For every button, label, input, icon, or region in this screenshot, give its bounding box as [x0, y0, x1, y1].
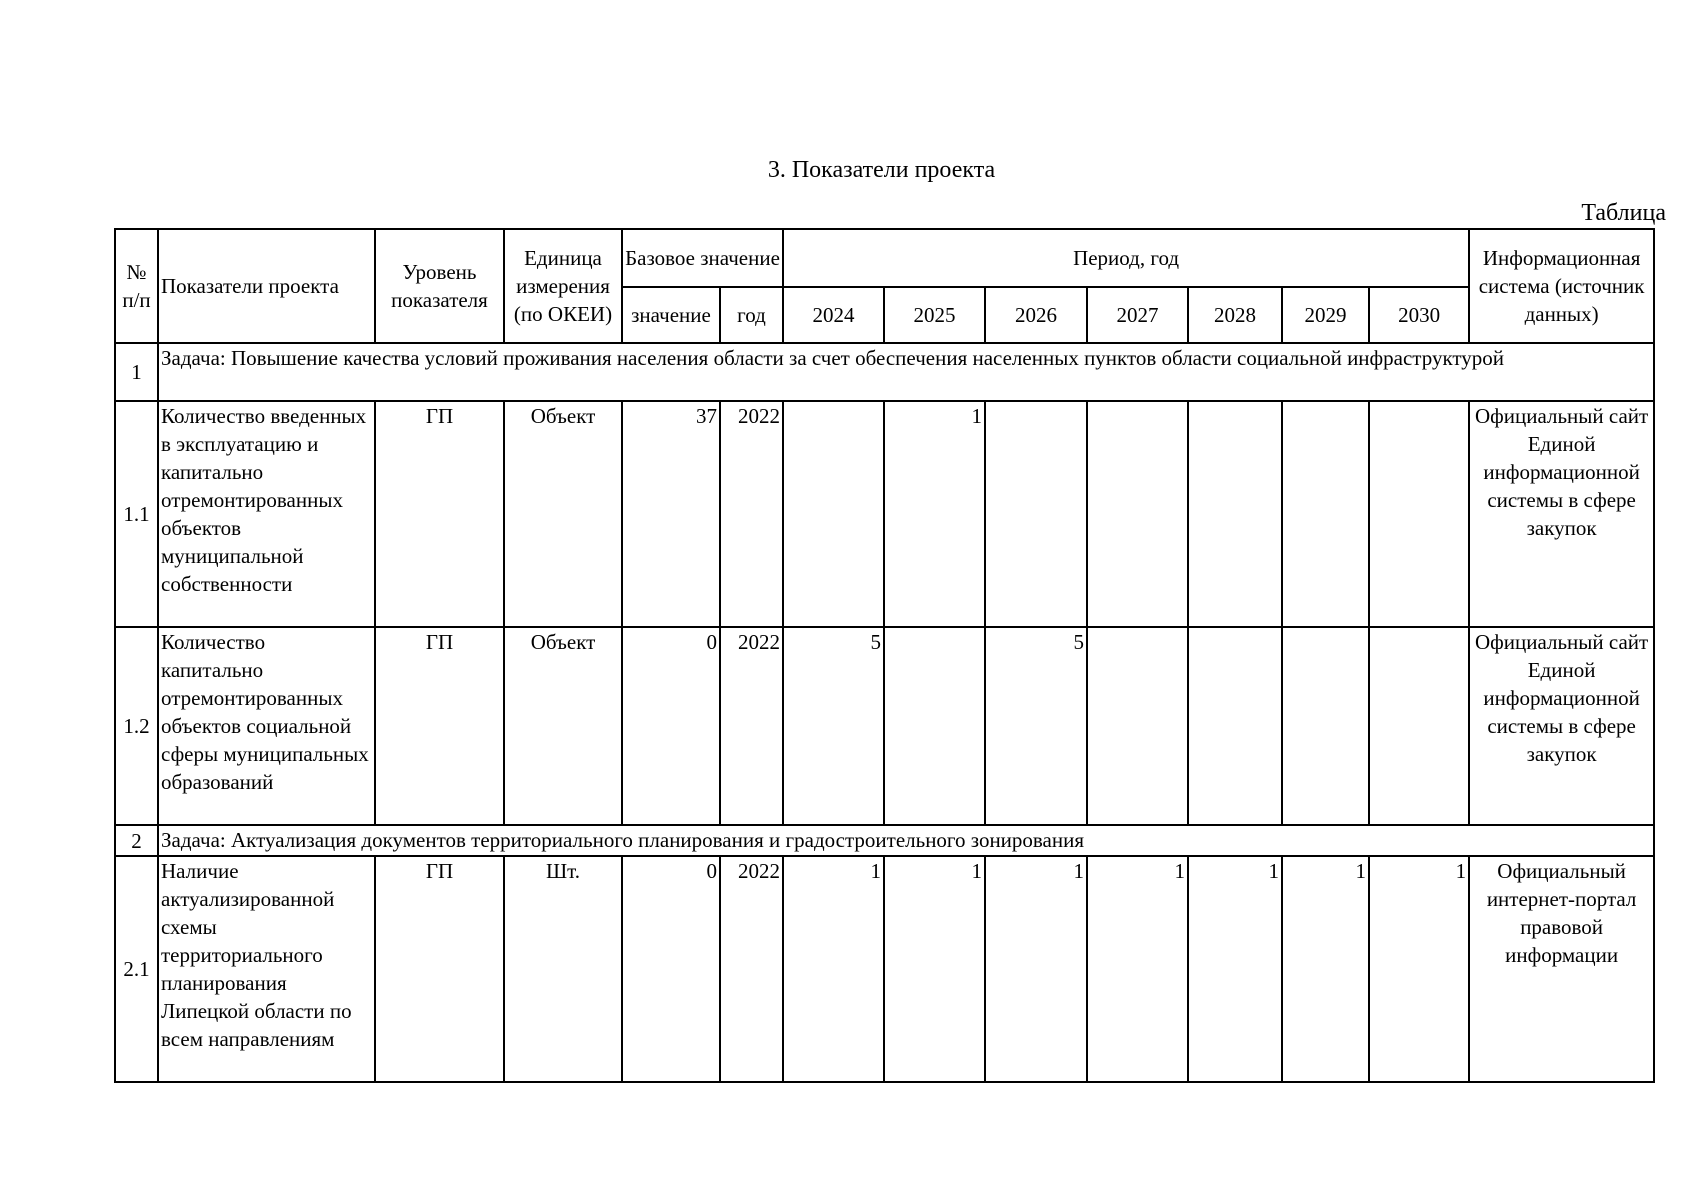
- row-level: ГП: [375, 856, 504, 1082]
- task-row: [115, 343, 1654, 401]
- row-num: 2.1: [115, 856, 158, 1082]
- row-value-2030: 1: [1369, 856, 1469, 1082]
- row-num: 1.2: [115, 627, 158, 825]
- header-year: 2024: [783, 287, 884, 343]
- row-value-2027: 1: [1087, 856, 1188, 1082]
- row-value-2030: [1369, 627, 1469, 825]
- indicators-table: [114, 228, 1655, 1083]
- row-unit: Объект: [504, 401, 622, 627]
- header-base-year: год: [720, 287, 783, 343]
- header-base: Базовое значение: [622, 229, 783, 287]
- table-row: [115, 856, 1654, 1082]
- row-value-2027: [1087, 401, 1188, 627]
- row-base-value: 0: [622, 856, 720, 1082]
- task-text: Задача: Повышение качества условий проживания населения области за счет обеспечения населенных пунктов области социальной инфраструктурой: [158, 343, 1654, 401]
- row-indicator: Наличие актуализированной схемы территориального планирования Липецкой области по всем направлениям: [158, 856, 375, 1082]
- row-source: Официальный сайт Единой информационной системы в сфере закупок: [1469, 627, 1654, 825]
- row-value-2026: 5: [985, 627, 1087, 825]
- row-value-2029: [1282, 401, 1369, 627]
- row-value-2027: [1087, 627, 1188, 825]
- row-indicator: Количество введенных в эксплуатацию и капитально отремонтированных объектов муниципальной собственности: [158, 401, 375, 627]
- header-year: 2025: [884, 287, 985, 343]
- header-unit: Единица измерения (по ОКЕИ): [504, 229, 622, 343]
- row-value-2028: [1188, 401, 1282, 627]
- row-base-value: 0: [622, 627, 720, 825]
- row-value-2026: [985, 401, 1087, 627]
- row-level: ГП: [375, 627, 504, 825]
- task-row: [115, 825, 1654, 856]
- header-num: № п/п: [115, 229, 158, 343]
- header-year: 2029: [1282, 287, 1369, 343]
- row-value-2028: [1188, 627, 1282, 825]
- header-year: 2027: [1087, 287, 1188, 343]
- header-source: Информационная система (источник данных): [1469, 229, 1654, 343]
- row-source: Официальный сайт Единой информационной системы в сфере закупок: [1469, 401, 1654, 627]
- row-value-2024: 5: [783, 627, 884, 825]
- row-indicator: Количество капитально отремонтированных объектов социальной сферы муниципальных образований: [158, 627, 375, 825]
- table-caption: Таблица: [1581, 200, 1666, 226]
- row-value-2028: 1: [1188, 856, 1282, 1082]
- table-row: [115, 627, 1654, 825]
- row-level: ГП: [375, 401, 504, 627]
- row-unit: Объект: [504, 627, 622, 825]
- row-value-2025: 1: [884, 856, 985, 1082]
- row-base-value: 37: [622, 401, 720, 627]
- row-value-2029: [1282, 627, 1369, 825]
- header-period: Период, год: [783, 229, 1469, 287]
- row-source: Официальный интернет-портал правовой информации: [1469, 856, 1654, 1082]
- header-level: Уровень показателя: [375, 229, 504, 343]
- table-header-row: [115, 229, 1654, 287]
- row-value-2024: 1: [783, 856, 884, 1082]
- document-title: 3. Показатели проекта: [767, 157, 996, 183]
- row-value-2026: 1: [985, 856, 1087, 1082]
- header-year: 2026: [985, 287, 1087, 343]
- row-base-year: 2022: [720, 627, 783, 825]
- task-num: 2: [115, 825, 158, 856]
- row-value-2025: [884, 627, 985, 825]
- task-num: 1: [115, 343, 158, 401]
- row-value-2024: [783, 401, 884, 627]
- row-num: 1.1: [115, 401, 158, 627]
- header-base-value: значение: [622, 287, 720, 343]
- row-value-2025: 1: [884, 401, 985, 627]
- row-base-year: 2022: [720, 401, 783, 627]
- header-year: 2030: [1369, 287, 1469, 343]
- table-row: [115, 401, 1654, 627]
- row-value-2030: [1369, 401, 1469, 627]
- task-text: Задача: Актуализация документов территориального планирования и градостроительного зонирования: [158, 825, 1654, 856]
- row-value-2029: 1: [1282, 856, 1369, 1082]
- header-indicator: Показатели проекта: [158, 229, 375, 343]
- row-base-year: 2022: [720, 856, 783, 1082]
- header-year: 2028: [1188, 287, 1282, 343]
- row-unit: Шт.: [504, 856, 622, 1082]
